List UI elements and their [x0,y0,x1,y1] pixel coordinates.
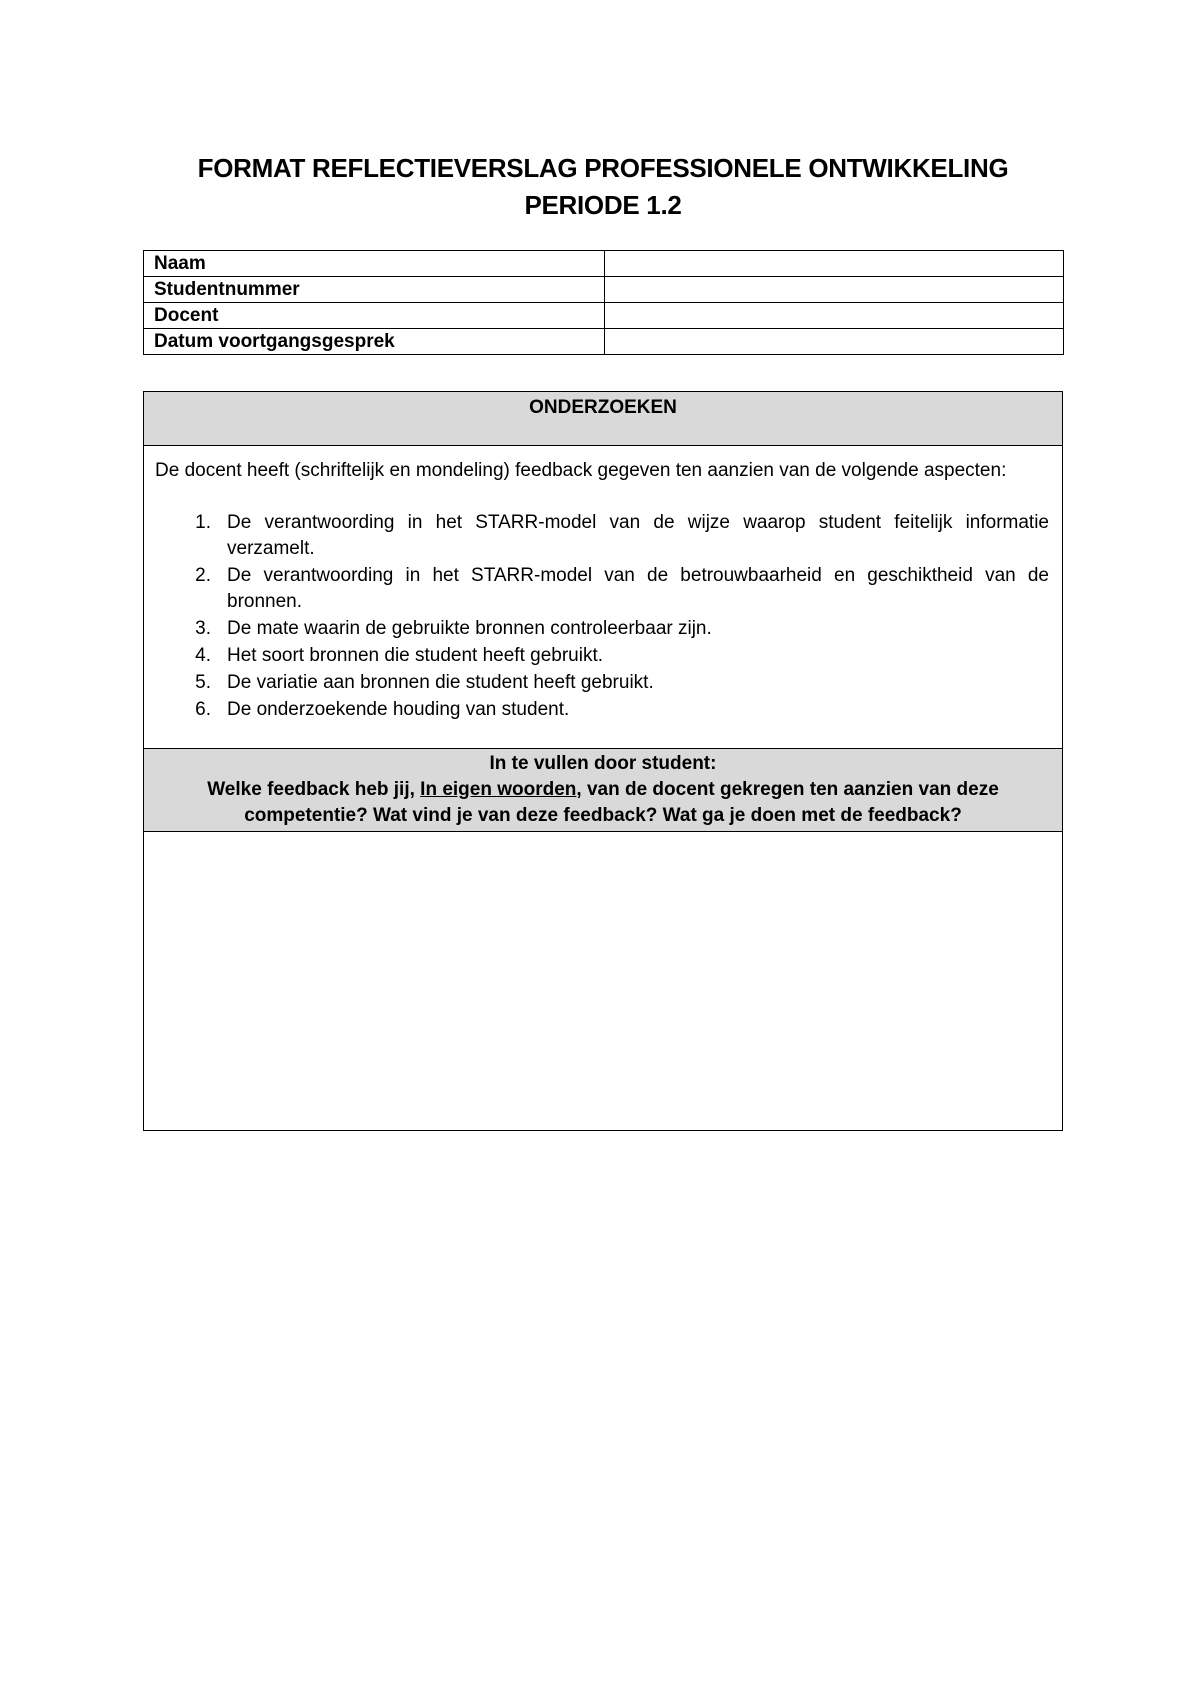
info-label-naam: Naam [144,251,605,277]
list-item-text: De verantwoording in het STARR-model van de betrouwbaarheid en geschiktheid van de bronnen. [227,565,1049,612]
title-line-1: FORMAT REFLECTIEVERSLAG PROFESSIONELE ONTWIKKELING [197,153,1009,183]
section-intro: De docent heeft (schriftelijk en mondeling) feedback gegeven ten aanzien van de volgende aspecten: [155,460,1007,481]
info-value-naam[interactable] [605,251,1064,277]
student-prompt-part-b: , van de docent gekregen ten aanzien van deze competentie? Wat vind je van deze feedback? Wat ga je doen met de feedback? [244,779,999,826]
page-title [143,150,1063,224]
list-item-number: 1. [195,512,211,533]
info-label-datum: Datum voortgangsgesprek [144,329,605,355]
student-prompt-part-a: Welke feedback heb jij, [207,779,421,800]
list-item-number: 4. [195,645,211,666]
info-row-studentnummer [144,277,1064,303]
info-row-naam [144,251,1064,277]
list-item-text: Het soort bronnen die student heeft gebruikt. [227,645,604,666]
list-item [155,510,1049,562]
list-item-text: De verantwoording in het STARR-model van de wijze waarop student feitelijk informatie verzamelt. [227,512,1049,559]
list-item-number: 3. [195,618,211,639]
student-prompt-question [207,779,999,826]
section-body [144,446,1062,749]
list-item-number: 6. [195,699,211,720]
list-item [155,697,1049,723]
student-prompt [144,749,1062,832]
student-prompt-underlined: In eigen woorden [420,779,577,800]
list-item-text: De variatie aan bronnen die student heeft gebruikt. [227,672,654,693]
list-item-text: De mate waarin de gebruikte bronnen controleerbaar zijn. [227,618,712,639]
aspects-list [155,510,1049,723]
onderzoeken-section [143,391,1063,1131]
info-value-studentnummer[interactable] [605,277,1064,303]
info-label-docent: Docent [144,303,605,329]
list-item [155,563,1049,615]
student-prompt-label: In te vullen door student: [489,753,717,774]
list-item-number: 5. [195,672,211,693]
section-heading: ONDERZOEKEN [144,392,1062,446]
list-item [155,616,1049,642]
list-item-text: De onderzoekende houding van student. [227,699,570,720]
list-item [155,670,1049,696]
info-value-docent[interactable] [605,303,1064,329]
title-line-2: PERIODE 1.2 [524,190,682,220]
list-item-number: 2. [195,565,211,586]
info-value-datum[interactable] [605,329,1064,355]
list-item [155,643,1049,669]
student-info-table [143,250,1064,355]
info-row-datum [144,329,1064,355]
info-row-docent [144,303,1064,329]
info-label-studentnummer: Studentnummer [144,277,605,303]
student-answer-area[interactable] [144,832,1062,1130]
